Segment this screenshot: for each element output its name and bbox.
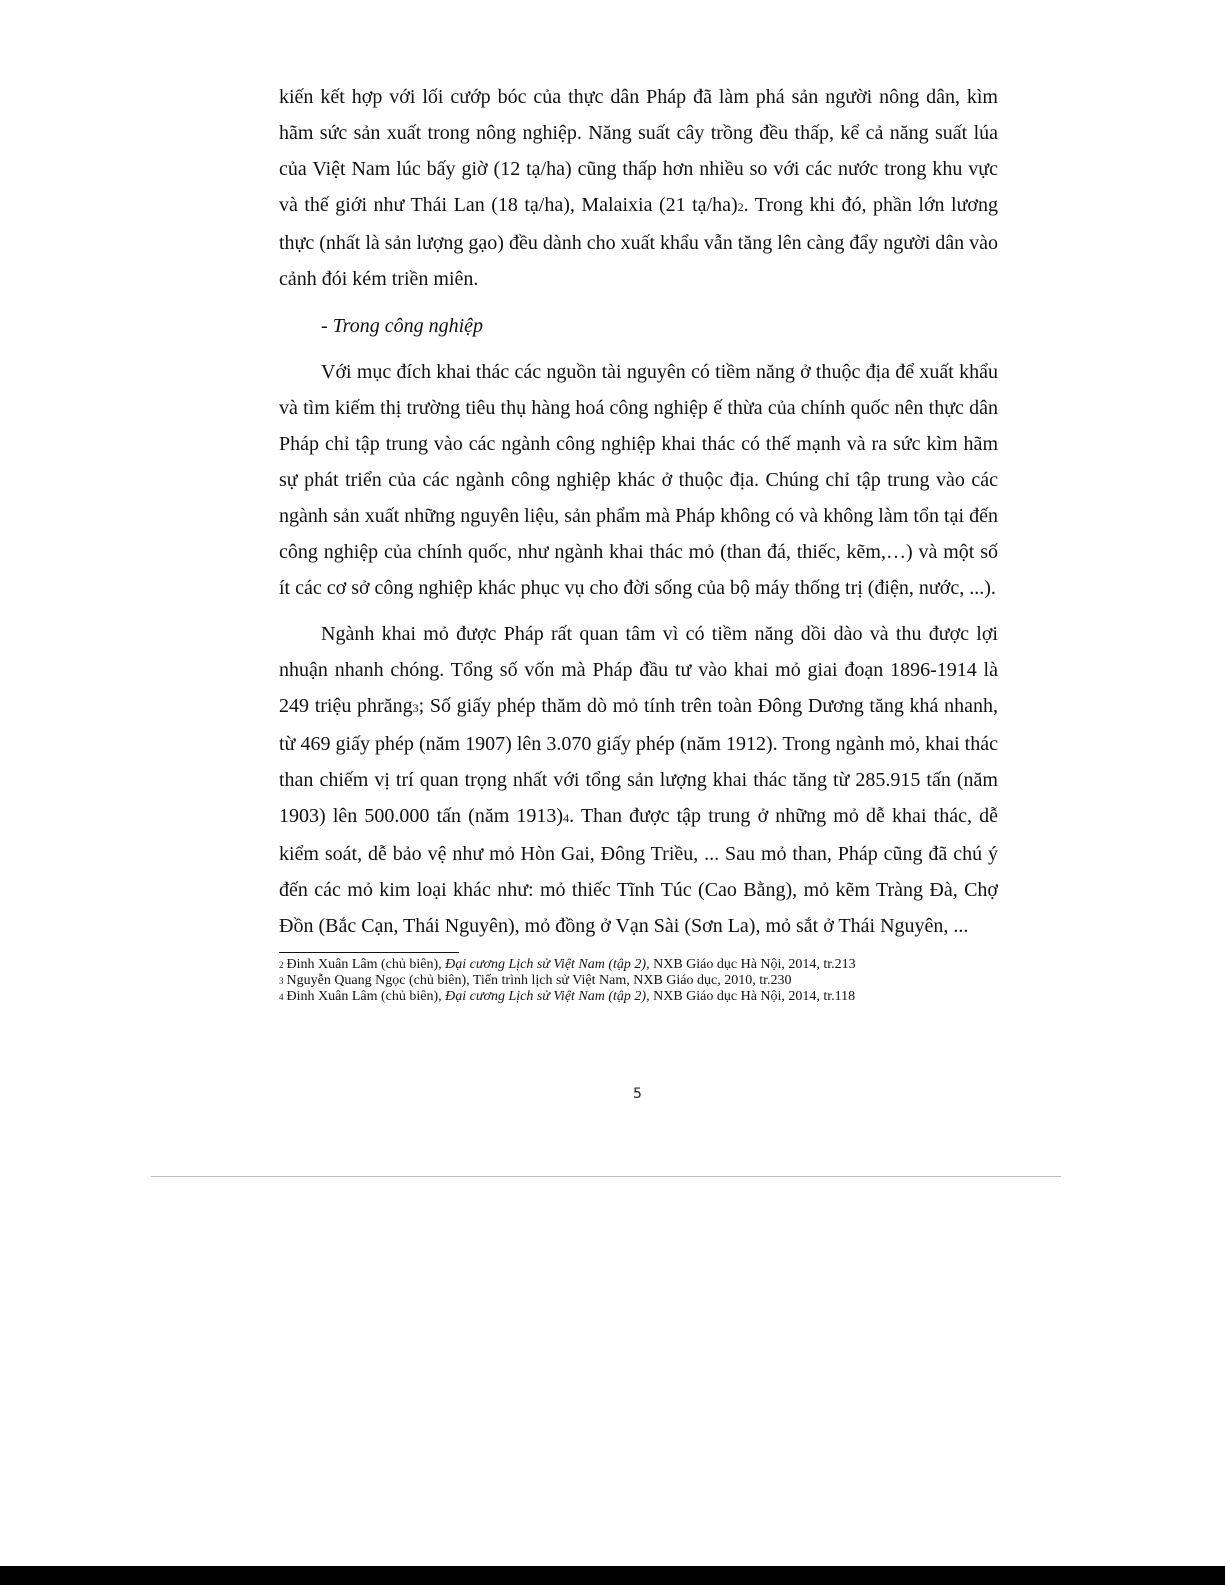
paragraph-text: ; Số giấy phép thăm dò mỏ tính trên toàn Đông Dương tăng khá nhanh, từ 469 giấy phép (năm 1907) lên 3.070 giấy phép (năm 1912). Trong ngành mỏ, khai thác than chiếm vị trí quan trọng nhất với tổng sản lượng khai thác tăng từ 285.915 tấn (năm 1903) lên 500.000 tấn (năm 1913) bbox=[279, 695, 999, 827]
footnote-divider bbox=[279, 952, 459, 953]
footnote-text: Đinh Xuân Lâm (chủ biên), bbox=[286, 989, 446, 1004]
footnote-item bbox=[279, 973, 998, 989]
footnote-number: 2 bbox=[279, 960, 284, 970]
paragraph-text: . Trong khi đó, phần lớn lương thực (nhất là sản lượng gạo) đều dành cho xuất khẩu vẫn tăng lên càng đẩy người dân vào cảnh đói kém triền miên. bbox=[279, 194, 999, 290]
page-separator bbox=[151, 1176, 1061, 1177]
section-subheading: - Trong công nghiệp bbox=[321, 315, 484, 337]
footnote-item bbox=[279, 989, 998, 1005]
footnote-ref[interactable]: 3 bbox=[412, 701, 419, 715]
footnote-number: 3 bbox=[279, 976, 284, 986]
footnote-text: Nguyễn Quang Ngọc (chủ biên), Tiến trình lịch sử Việt Nam, NXB Giáo dục, 2010, tr.230 bbox=[286, 973, 792, 988]
footnote-number: 4 bbox=[279, 992, 284, 1002]
paragraph-text: Ngành khai mỏ được Pháp rất quan tâm vì có tiềm năng dồi dào và thu được lợi nhuận nhanh chóng. Tổng số vốn mà Pháp đầu tư vào khai mỏ giai đoạn 1896-1914 là 249 triệu phrăng bbox=[279, 623, 998, 717]
paragraph-text: kiến kết hợp với lối cướp bóc của thực dân Pháp đã làm phá sản người nông dân, kìm hãm sức sản xuất trong nông nghiệp. Năng suất cây trồng đều thấp, kể cả năng suất lúa của Việt Nam lúc bấy giờ (12 tạ/ha) cũng thấp hơn nhiều so với các nước trong khu vực và thế giới như Thái Lan (18 tạ/ha), Malaixia (21 tạ/ha) bbox=[279, 86, 998, 216]
page-body bbox=[279, 79, 998, 1005]
paragraph-agriculture bbox=[279, 79, 998, 297]
footnote-item bbox=[279, 957, 998, 973]
paragraph-text: . Than được tập trung ở những mỏ dễ khai thác, dễ kiểm soát, dễ bảo vệ như mỏ Hòn Gai, Đông Triều, ... Sau mỏ than, Pháp cũng đã chú ý đến các mỏ kim loại khác như: mỏ thiếc Tĩnh Túc (Cao Bằng), mỏ kẽm Tràng Đà, Chợ Đồn (Bắc Cạn, Thái Nguyên), mỏ đồng ở Vạn Sài (Sơn La), mỏ sắt ở Thái Nguyên, ... bbox=[279, 805, 999, 937]
footnote-text: NXB Giáo dục Hà Nội, 2014, tr.118 bbox=[649, 989, 856, 1004]
footnote-title: Đại cương Lịch sử Việt Nam (tập 2), bbox=[445, 989, 650, 1004]
paragraph-mining bbox=[279, 616, 998, 944]
footnote-text: NXB Giáo dục Hà Nội, 2014, tr.213 bbox=[649, 957, 856, 972]
page-number: 5 bbox=[633, 1086, 642, 1102]
footnote-text: Đinh Xuân Lâm (chủ biên), bbox=[286, 957, 446, 972]
bottom-edge-bar bbox=[0, 1566, 1225, 1585]
footnote-ref[interactable]: 2 bbox=[737, 200, 744, 214]
paragraph-industry: Với mục đích khai thác các nguồn tài nguyên có tiềm năng ở thuộc địa để xuất khẩu và tìm kiếm thị trường tiêu thụ hàng hoá công nghiệp ế thừa của chính quốc nên thực dân Pháp chỉ tập trung vào các ngành công nghiệp khai thác có thế mạnh và ra sức kìm hãm sự phát triển của các ngành công nghiệp khác ở thuộc địa. Chúng chỉ tập trung vào các ngành sản xuất những nguyên liệu, sản phẩm mà Pháp không có và không làm tổn tại đến công nghiệp của chính quốc, như ngành khai thác mỏ (than đá, thiếc, kẽm,…) và một số ít các cơ sở công nghiệp khác phục vụ cho đời sống của bộ máy thống trị (điện, nước, ...). bbox=[279, 361, 998, 599]
footnote-title: Đại cương Lịch sử Việt Nam (tập 2), bbox=[445, 957, 650, 972]
footnote-ref[interactable]: 4 bbox=[563, 811, 570, 825]
